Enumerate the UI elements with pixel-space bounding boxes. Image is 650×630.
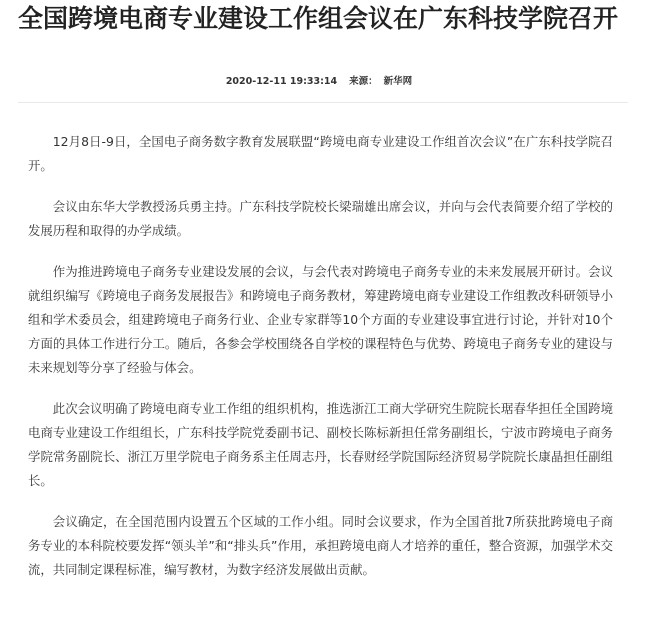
article-paragraph: 会议确定，在全国范围内设置五个区域的工作小组。同时会议要求，作为全国首批7所获批跨境电子商务专业的本科院校要发挥“领头羊”和“排头兵”作用，承担跨境电商人才培养的重任，整合资源，加强学术交流，共同制定课程标准，编写教材，为数字经济发展做出贡献。 <box>28 514 613 577</box>
article-meta <box>0 74 638 90</box>
source-name: 新华网 <box>383 76 413 87</box>
article-paragraph: 作为推进跨境电子商务专业建设发展的会议，与会代表对跨境电子商务专业的未来发展展开研讨。会议就组织编写《跨境电子商务发展报告》和跨境电子商务教材，筹建跨境电商专业建设工作组教改科研领导小组和学术委员会，组建跨境电子商务行业、企业专家群等10个方面的专业建设事宜进行讨论，并针对10个方面的具体工作进行分工。随后，各参会学校围绕各自学校的课程特色与优势、跨境电子商务专业的建设与未来规划等分享了经验与体会。 <box>28 264 613 375</box>
article-paragraph: 此次会议明确了跨境电商专业工作组的组织机构，推选浙江工商大学研究生院院长琚春华担任全国跨境电商专业建设工作组组长，广东科技学院党委副书记、副校长陈标新担任常务副组长，宁波市跨境电子商务学院常务副院长、浙江万里学院电子商务系主任周志丹，长春财经学院国际经济贸易学院院长康晶担任副组长。 <box>28 401 613 488</box>
article-paragraph: 会议由东华大学教授汤兵勇主持。广东科技学院校长梁瑞雄出席会议，并向与会代表简要介绍了学校的发展历程和取得的办学成绩。 <box>28 199 613 238</box>
publish-date: 2020-12-11 19:33:14 <box>225 76 338 87</box>
article-title: 全国跨境电商专业建设工作组会议在广东科技学院召开 <box>18 4 619 33</box>
article-paragraph: 12月8日-9日，全国电子商务数字教育发展联盟“跨境电商专业建设工作组首次会议”在广东科技学院召开。 <box>28 134 613 173</box>
article-body <box>28 130 613 599</box>
title-divider <box>18 102 628 103</box>
source-label: 来源： <box>349 76 378 87</box>
